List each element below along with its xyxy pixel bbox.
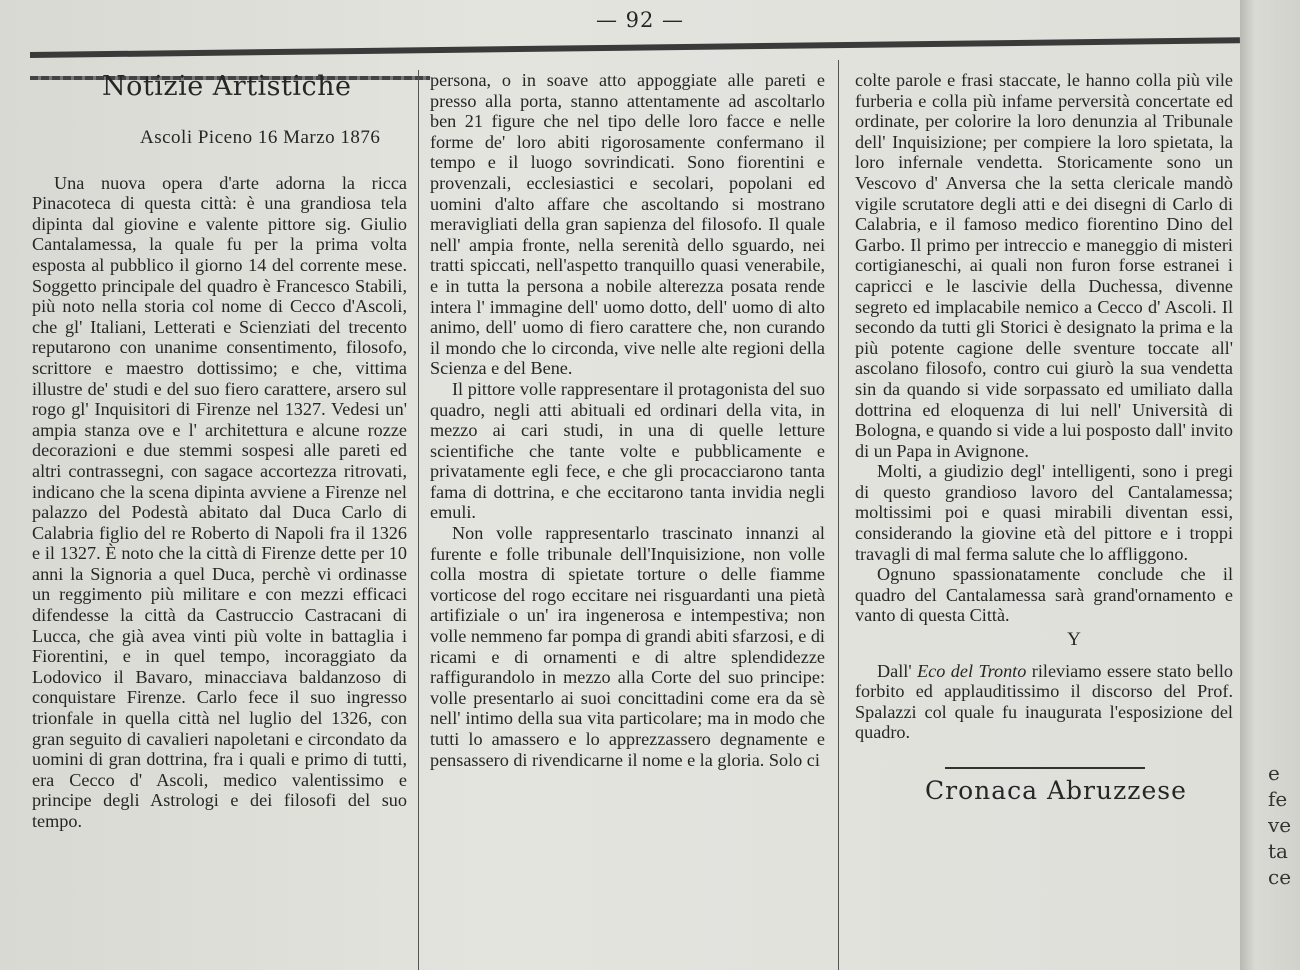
- article-paragraph: Ognuno spassionatamente conclude che il quadro del Cantalamessa sarà grand'ornamento e vanto di questa Città.: [855, 564, 1233, 626]
- edge-fragment: ve: [1268, 813, 1292, 837]
- article-paragraph: Una nuova opera d'arte adorna la ricca Pinacoteca di questa città: è una grandiosa tela dipinta dal giovine e valente pittore sig. Giulio Cantalamessa, la quale fu per la prima volta esposta al pubblico il giorno 14 del corrente mese. Soggetto principale del quadro è Francesco Stabili, più noto nella storia col nome di Cecco d'Ascoli, che gl' Italiani, Letterati e Scienziati del trecento reputarono con unanime consentimento, filosofo, scrittore e maestro dottissimo; e che, vittima illustre de' studi e del suo fiero carattere, arsero sul rogo gl' Inquisitori di Firenze nel 1327. Vedesi un' ampia stanza ove e l' architettura e alcune rozze decorazioni e due stemmi sospesi alle pareti ed altri contrassegni, con sagace accortezza ritrovati, indicano che la scena dipinta avviene a Firenze nel palazzo del Podestà abitato dal Duca Carlo di Calabria figlio del re Roberto di Napoli fra il 1326 e il 1327. È noto che la città di Firenze dette per 10 anni la Signoria a quel Duca, perchè vi ordinasse un reggimento più militare e con mezzi efficaci difendesse la città da Castruccio Castracani di Lucca, che già avea vinti più volte in battaglia i Fiorentini, e in quel tempo, incoraggiato da Lodovico il Bavaro, minacciava baldanzoso di conquistare Firenze. Carlo fece il suo ingresso trionfale in quella città nel luglio del 1326, con gran seguito di cavalieri napoletani e circondato da uomini di gran dottrina, fra i quali e primo di tutti, era Cecco d' Ascoli, medico valentissimo e principe degli Astrologi e dei filosofi del suo tempo.: [32, 172, 407, 831]
- header-rule: [30, 37, 1240, 58]
- adjacent-page-text: [1268, 760, 1298, 890]
- edge-fragment: e: [1268, 761, 1280, 785]
- news-note: [855, 661, 1233, 743]
- column-1: [32, 70, 407, 832]
- edge-fragment: fe: [1268, 787, 1288, 811]
- edge-fragment: ta: [1268, 839, 1288, 863]
- article-paragraph: Molti, a giudizio degl' intelligenti, sono i pregi di questo grandioso lavoro del Cantalamessa; moltissimi poi e quasi mirabili diventan essi, considerando la giovine età del pittore e i troppi travagli di mal ferma salute che lo affliggono.: [855, 461, 1233, 564]
- article-paragraph: colte parole e frasi staccate, le hanno colla più vile furberia e colla più infame perversità concertate ed ordinate, per colorire la loro denunzia al Tribunale dell' Inquisizione; per compiere la loro spietata, la loro infernale vendetta. Storicamente sono un Vescovo d' Anversa che la setta clericale mandò vigile scrutatore degli atti e dei disegni di Carlo di Calabria, e il famoso medico fiorentino Dino del Garbo. Il primo per intreccio e maneggio di misteri cortigianeschi, ai quali non furon forse estranei i capricci e le lascivie della Duchessa, divenne segreto ed implacabile nemico a Cecco d' Ascoli. Il secondo da tutti gli Storici è designato la prima e la più potente cagione delle sventure toccate all' ascolano filosofo, contro cui giurò la sua vendetta sin da quando si vide sorpassato ed umiliato dalla dottrina ed eloquenza di lui nell' Università di Bologna, e quando si vide a lui posposto dall' invito di un Papa in Avignone.: [855, 70, 1233, 461]
- article-paragraph: Il pittore volle rappresentare il protagonista del suo quadro, negli atti abituali ed ordinari della vita, in mezzo ai cari studi, in una di quelle letture scientifiche che tante volte e pubblicamente e privatamente egli fece, e che gli procacciarono tanta fama di dottrina, e che eccitarono tanta invidia negli emuli.: [430, 378, 825, 523]
- column-2: [430, 70, 825, 770]
- article-paragraph: persona, o in soave atto appoggiate alle pareti e presso alla porta, stanno attentamente ad ascoltarlo ben 21 figure che nel tipo delle loro facce e nelle forme de' loro abiti rigorosamente confermano il tempo e il luogo sovrindicati. Sono fiorentini e provenzali, ecclesiastici e secolari, popolani ed uomini d'alto affare che ascoltando si mostrano meravigliati della gran sapienza del filosofo. Il quale nell' ampia fronte, nella serenità dello sguardo, nei tratti spiccati, nell'aspetto tranquillo quasi venerabile, e in tutta la persona a nobile alterezza posata rende intera l' immagine dell' uomo dotto, dell' uomo di alto animo, dell' uomo di fiero carattere che, non curando il mondo che lo circonda, vive nelle alte regioni della Scienza e del Bene.: [430, 70, 825, 379]
- column-divider: [418, 70, 419, 970]
- column-divider: [838, 60, 839, 970]
- section-rule: [945, 767, 1145, 769]
- dateline: Ascoli Piceno 16 Marzo 1876: [140, 127, 381, 148]
- article-title: Notizie Artistiche: [102, 71, 352, 102]
- section-title: Cronaca Abruzzese: [925, 776, 1187, 805]
- note-text: rileviamo essere stato bello forbito ed applauditissimo il discorso del Prof. Spalazzi col quale fu inaugurata l'esposizione del quadro.: [855, 660, 1234, 743]
- signature: Y: [1067, 629, 1081, 651]
- column-3: [855, 70, 1234, 805]
- edge-fragment: ce: [1268, 865, 1292, 889]
- note-text: Dall': [877, 660, 912, 681]
- newspaper-name: Eco del Tronto: [917, 660, 1027, 681]
- article-paragraph: Non volle rappresentarlo trascinato innanzi al furente e folle tribunale dell'Inquisizione, non volle colla mostra di spietate torture o delle fiamme vorticose del rogo eccitare nei risguardanti una pietà artifiziale o un' ira ingenerosa e intempestiva; non volle nemmeno far pompa di grandi abiti sfarzosi, e di ricami e di ornamenti e di altre splendidezze raffigurandolo in mezzo alla Corte del suo principe: volle presentarlo ai suoi concittadini come era da sè nell' intimo della sua vita particolare; ma in modo che tutti lo amassero e lo apprezzassero degnamente e pensassero di rivendicarne il nome e la gloria. Solo ci: [430, 523, 825, 770]
- page-number: — 92 —: [595, 8, 685, 32]
